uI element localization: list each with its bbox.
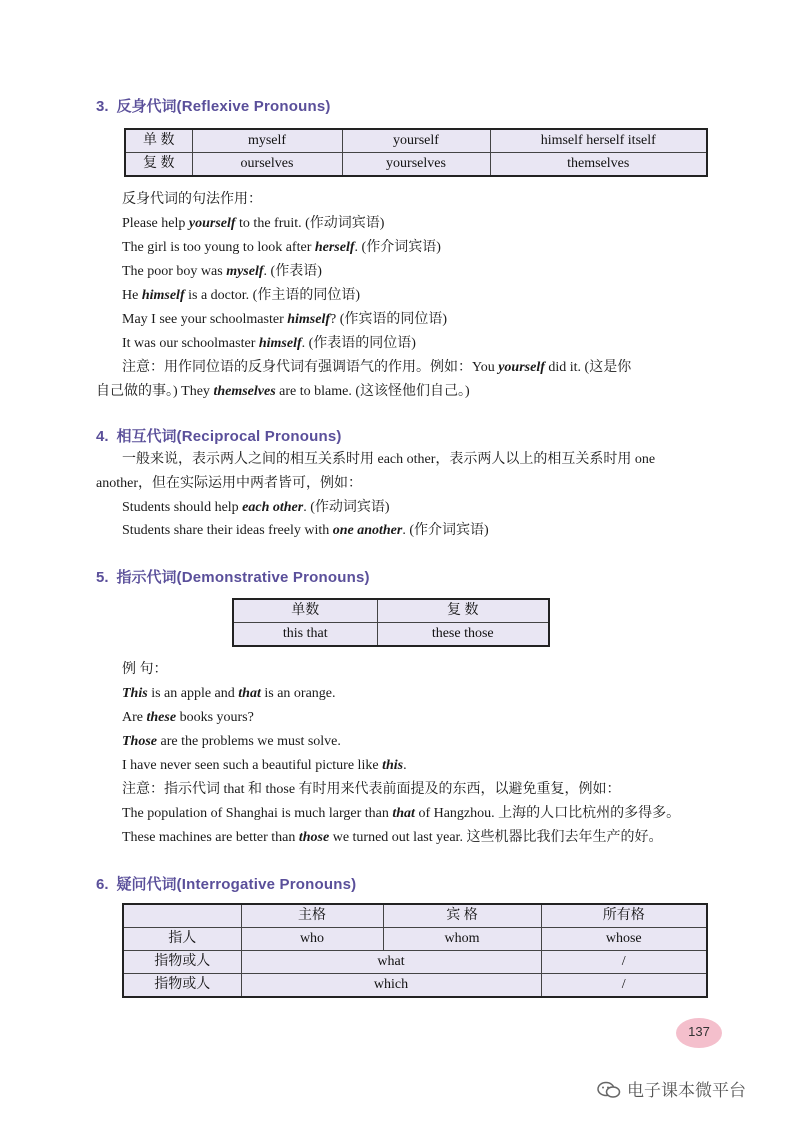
sec3-example-4: He himself is a doctor. (作主语的同位语) — [122, 288, 360, 303]
table-cell: themselves — [490, 153, 707, 177]
watermark: 电子课本微平台 — [597, 1076, 746, 1101]
sec3-note-line-1: 注意：用作同位语的反身代词有强调语气的作用。例如：You yourself did it. (这是你 — [122, 360, 632, 375]
table-row — [233, 599, 549, 623]
table-cell: / — [541, 951, 707, 974]
table-cell: whom — [383, 928, 541, 951]
table-cell: what — [241, 951, 541, 974]
table-cell: 单数 — [233, 599, 377, 623]
table-cell: 指物或人 — [123, 951, 241, 974]
section-4-heading: 4. 相互代词(Reciprocal Pronouns) — [96, 428, 342, 445]
interrogative-table — [122, 903, 708, 998]
sec5-example-1: This is an apple and that is an orange. — [122, 686, 336, 701]
sec5-note: 注意：指示代词 that 和 those 有时用来代表前面提及的东西，以避免重复，例如： — [122, 782, 621, 797]
sec3-note-line-2: 自己做的事。) They themselves are to blame. (这该怪他们自己。) — [96, 384, 470, 399]
sec3-example-1: Please help yourself to the fruit. (作动词宾语) — [122, 216, 385, 231]
sec4-example-2: Students share their ideas freely with one another. (作介词宾语) — [122, 523, 489, 538]
sec4-paragraph-line-2: another，但在实际运用中两者皆可，例如： — [96, 476, 362, 491]
table-cell: 复 数 — [377, 599, 549, 623]
reflexive-table — [124, 128, 708, 177]
table-cell: 宾 格 — [383, 904, 541, 928]
sec5-example-5: The population of Shanghai is much larger than that of Hangzhou. 上海的人口比杭州的多得多。 — [122, 806, 681, 821]
table-cell: / — [541, 974, 707, 998]
table-cell: ourselves — [192, 153, 342, 177]
sec5-example-2: Are these books yours? — [122, 710, 254, 725]
sec4-paragraph-line-1: 一般来说，表示两人之间的相互关系时用 each other，表示两人以上的相互关系时用 one — [122, 452, 656, 467]
table-cell: 指物或人 — [123, 974, 241, 998]
page-number: 137 — [676, 1018, 722, 1048]
section-3-heading: 3. 反身代词(Reflexive Pronouns) — [96, 98, 331, 115]
table-row — [125, 153, 707, 177]
sec3-example-6: It was our schoolmaster himself. (作表语的同位语) — [122, 336, 416, 351]
table-cell: these those — [377, 623, 549, 647]
table-cell: 所有格 — [541, 904, 707, 928]
sec5-example-3: Those are the problems we must solve. — [122, 734, 341, 749]
table-cell: myself — [192, 129, 342, 153]
table-cell: which — [241, 974, 541, 998]
table-cell: 复 数 — [125, 153, 192, 177]
table-cell: who — [241, 928, 383, 951]
table-row — [233, 623, 549, 647]
sec5-intro: 例 句： — [122, 662, 168, 677]
demonstrative-table — [232, 598, 550, 647]
table-cell: yourself — [342, 129, 490, 153]
sec3-example-2: The girl is too young to look after herself. (作介词宾语) — [122, 240, 441, 255]
sec3-example-5: May I see your schoolmaster himself? (作宾语的同位语) — [122, 312, 448, 327]
table-row — [123, 974, 707, 998]
sec5-example-6: These machines are better than those we turned out last year. 这些机器比我们去年生产的好。 — [122, 830, 663, 845]
sec5-example-4: I have never seen such a beautiful picture like this. — [122, 758, 407, 773]
table-cell: yourselves — [342, 153, 490, 177]
wechat-icon — [597, 1081, 621, 1099]
table-cell — [123, 904, 241, 928]
table-row — [123, 951, 707, 974]
table-cell: 主格 — [241, 904, 383, 928]
table-cell: 单 数 — [125, 129, 192, 153]
table-cell: 指人 — [123, 928, 241, 951]
section-6-heading: 6. 疑问代词(Interrogative Pronouns) — [96, 876, 357, 893]
sec3-example-3: The poor boy was myself. (作表语) — [122, 264, 322, 279]
table-cell: himself herself itself — [490, 129, 707, 153]
table-cell: whose — [541, 928, 707, 951]
table-row — [125, 129, 707, 153]
sec4-example-1: Students should help each other. (作动词宾语) — [122, 500, 390, 515]
table-header-row — [123, 904, 707, 928]
sec3-intro: 反身代词的句法作用： — [122, 192, 262, 207]
section-5-heading: 5. 指示代词(Demonstrative Pronouns) — [96, 569, 370, 586]
table-cell: this that — [233, 623, 377, 647]
table-row — [123, 928, 707, 951]
